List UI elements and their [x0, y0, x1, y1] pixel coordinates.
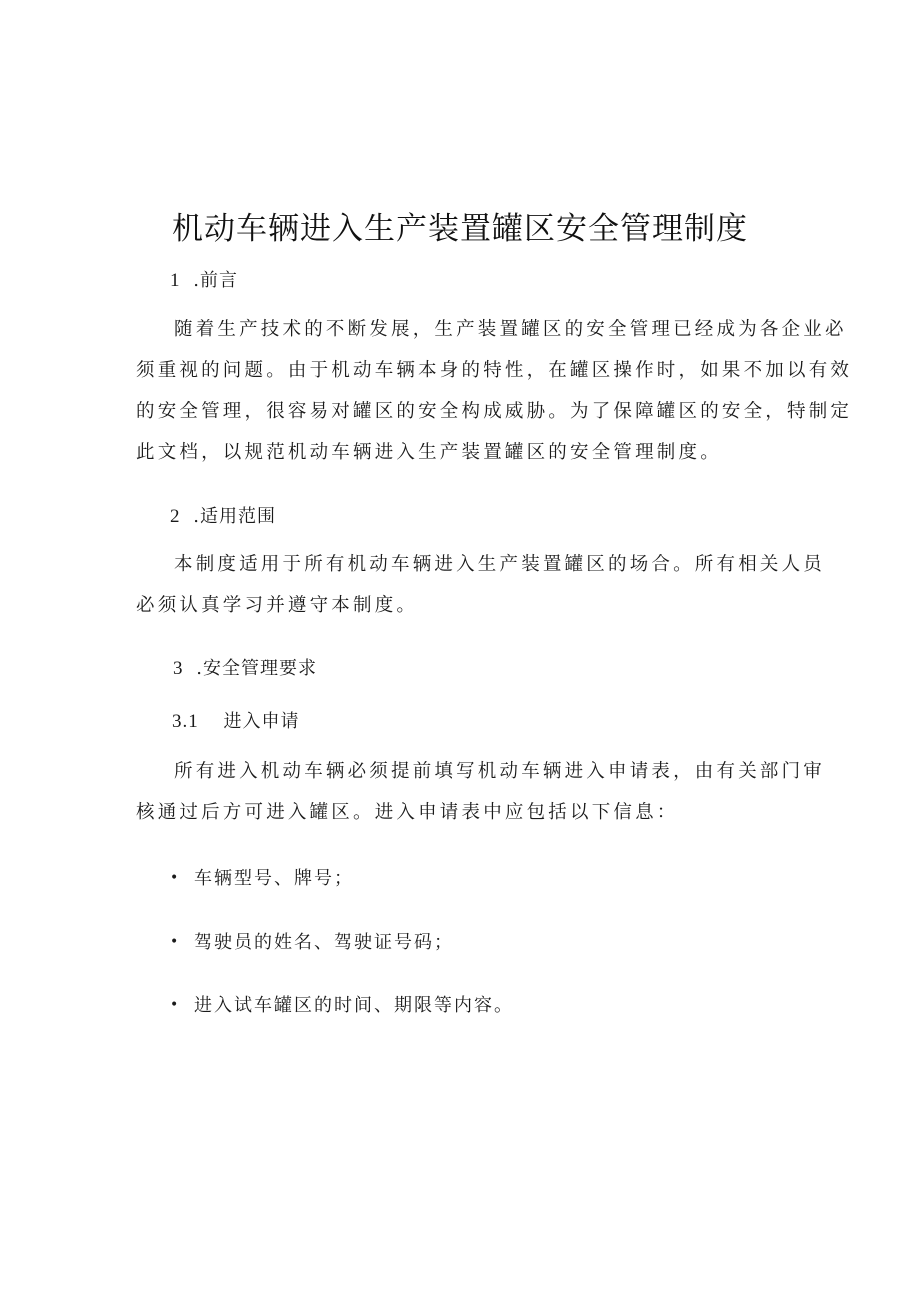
bullet-dot-icon: •: [170, 997, 181, 1013]
paragraph-line: 必须认真学习并遵守本制度。: [136, 595, 419, 616]
section-2-heading: [170, 502, 276, 528]
subsection-number: 3.1: [172, 711, 199, 732]
paragraph-line: 核通过后方可进入罐区。进入申请表中应包括以下信息：: [136, 802, 679, 823]
bullet-item: [170, 928, 454, 954]
paragraph-line: 所有进入机动车辆必须提前填写机动车辆进入申请表，由有关部门审: [174, 761, 826, 782]
section-title: .安全管理要求: [196, 658, 317, 679]
bullet-dot-icon: •: [170, 870, 181, 886]
bullet-item: [170, 864, 354, 890]
bullet-text: 驾驶员的姓名、驾驶证号码；: [194, 932, 454, 953]
paragraph-line: 此文档，以规范机动车辆进入生产装置罐区的安全管理制度。: [136, 442, 722, 463]
section-3-heading: [173, 654, 317, 680]
section-1-heading: [170, 266, 238, 292]
subsection-3-1-paragraph: [136, 751, 826, 833]
bullet-text: 车辆型号、牌号；: [194, 868, 354, 889]
paragraph-line: 须重视的问题。由于机动车辆本身的特性，在罐区操作时，如果不加以有效: [136, 360, 853, 381]
paragraph-line: 本制度适用于所有机动车辆进入生产装置罐区的场合。所有相关人员: [174, 554, 826, 575]
section-number: 2: [170, 506, 181, 527]
subsection-3-1-heading: [172, 707, 299, 733]
paragraph-line: 的安全管理，很容易对罐区的安全构成威胁。为了保障罐区的安全，特制定: [136, 401, 853, 422]
bullet-dot-icon: •: [170, 934, 181, 950]
section-title: .适用范围: [193, 506, 276, 527]
bullet-text: 进入试车罐区的时间、期限等内容。: [194, 995, 514, 1016]
section-number: 3: [173, 658, 184, 679]
subsection-title: 进入申请: [223, 711, 300, 732]
paragraph-line: 随着生产技术的不断发展，生产装置罐区的安全管理已经成为各企业必: [174, 319, 847, 340]
bullet-item: [170, 991, 514, 1017]
document-title: 机动车辆进入生产装置罐区安全管理制度: [172, 211, 748, 247]
section-title: .前言: [193, 270, 238, 291]
section-number: 1: [170, 270, 181, 291]
section-1-paragraph: [136, 309, 853, 473]
section-2-paragraph: [136, 544, 826, 626]
